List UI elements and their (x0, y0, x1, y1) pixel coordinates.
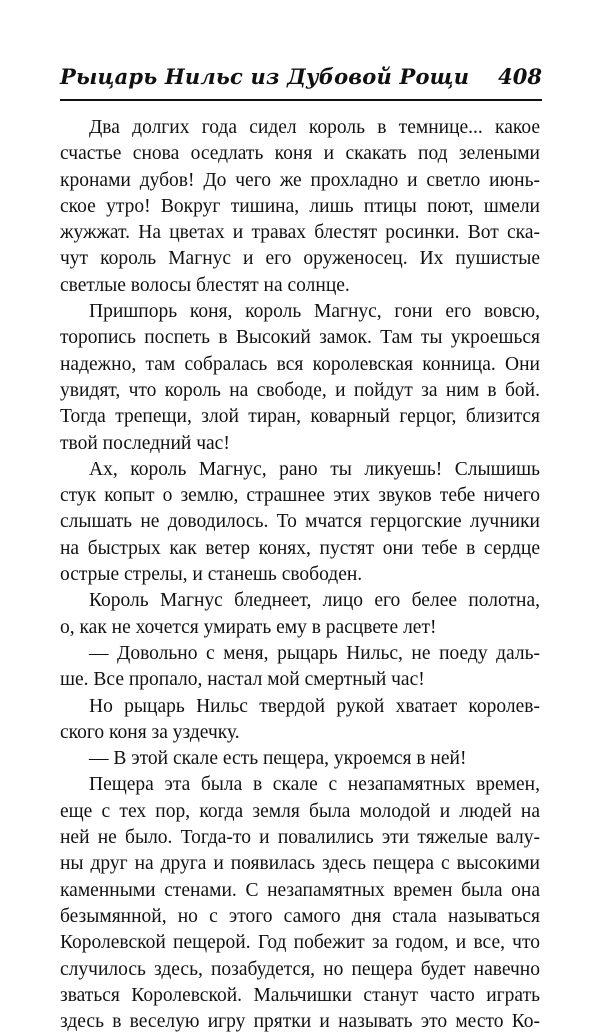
text-line: еще с тех пор, когда земля была молодой и людей на (60, 800, 540, 822)
text-line: счастье снова оседлать коня и скакать под зелеными (60, 143, 540, 165)
text-line: зваться Королевской. Мальчишки станут часто играть (60, 984, 540, 1006)
text-line: ше. Все пропало, настал мой смертный час! (60, 669, 425, 691)
text-line: Ах, король Магнус, рано ты ликуешь! Слышишь (89, 458, 540, 480)
text-line: здесь в веселую игру прятки и называть это место Ко- (60, 1011, 540, 1033)
text-line: надежно, там собралась вся королевская конница. Они (60, 353, 540, 375)
page-number: 408 (498, 64, 542, 89)
text-line: о, как не хочется умирать ему в расцвете лет! (60, 616, 437, 638)
text-line: ского коня за уздечку. (60, 721, 240, 743)
text-line: жужжат. На цветах и травах блестят росинки. Вот ска- (60, 222, 540, 244)
text-line: твой последний час! (60, 432, 230, 454)
header-rule (60, 99, 542, 101)
text-line: безымянной, но с этого самого дня стала называться (60, 905, 540, 927)
text-line: — Довольно с меня, рыцарь Нильс, не поеду даль- (89, 642, 540, 664)
text-line: кронами дубов! До чего же прохладно и светло июнь- (60, 169, 540, 191)
text-line: стук копыт о землю, страшнее этих звуков тебе ничего (60, 485, 540, 507)
text-line: ны друг на друга и появилась здесь пещера с высокими (60, 853, 540, 875)
running-header (60, 62, 542, 96)
text-line: Королевской пещерой. Год побежит за годом, и все, что (60, 932, 540, 954)
text-line: ней не было. Тогда-то и повалились эти тяжелые валу- (60, 827, 540, 849)
text-line: Но рыцарь Нильс твердой рукой хватает королев- (89, 695, 540, 717)
text-line: ское утро! Вокруг тишина, лишь птицы поют, шмели (60, 195, 540, 217)
text-line: слышать не доводилось. То мчатся герцогские лучники (60, 511, 540, 533)
text-line: светлые волосы блестят на солнце. (60, 274, 350, 296)
text-line: случилось здесь, позабудется, но пещера будет навечно (60, 958, 540, 980)
text-line: чут король Магнус и его оруженосец. Их пушистые (60, 248, 540, 270)
text-line: на быстрых как ветер конях, пустят они тебе в сердце (60, 537, 540, 559)
text-line: Король Магнус бледнеет, лицо его белее полотна, (89, 590, 540, 612)
text-line: торопись поспеть в Высокий замок. Там ты укроешься (60, 327, 540, 349)
text-line: каменными стенами. С незапамятных времен была она (60, 879, 540, 901)
text-line: Пришпорь коня, король Магнус, гони его вовсю, (89, 301, 540, 323)
text-line: Два долгих года сидел король в темнице... какое (89, 117, 540, 138)
text-line: Тогда трепещи, злой тиран, коварный герцог, близится (60, 406, 540, 428)
body-text (60, 115, 540, 1035)
text-line: увидят, что король на свободе, и пойдут за ним в бой. (60, 379, 540, 401)
text-line: — В этой скале есть пещера, укроемся в ней! (89, 748, 467, 770)
text-line: острые стрелы, и станешь свободен. (60, 564, 363, 586)
text-line: Пещера эта была в скале с незапамятных времен, (89, 774, 540, 796)
running-title: Рыцарь Нильс из Дубовой Рощи (60, 64, 470, 89)
